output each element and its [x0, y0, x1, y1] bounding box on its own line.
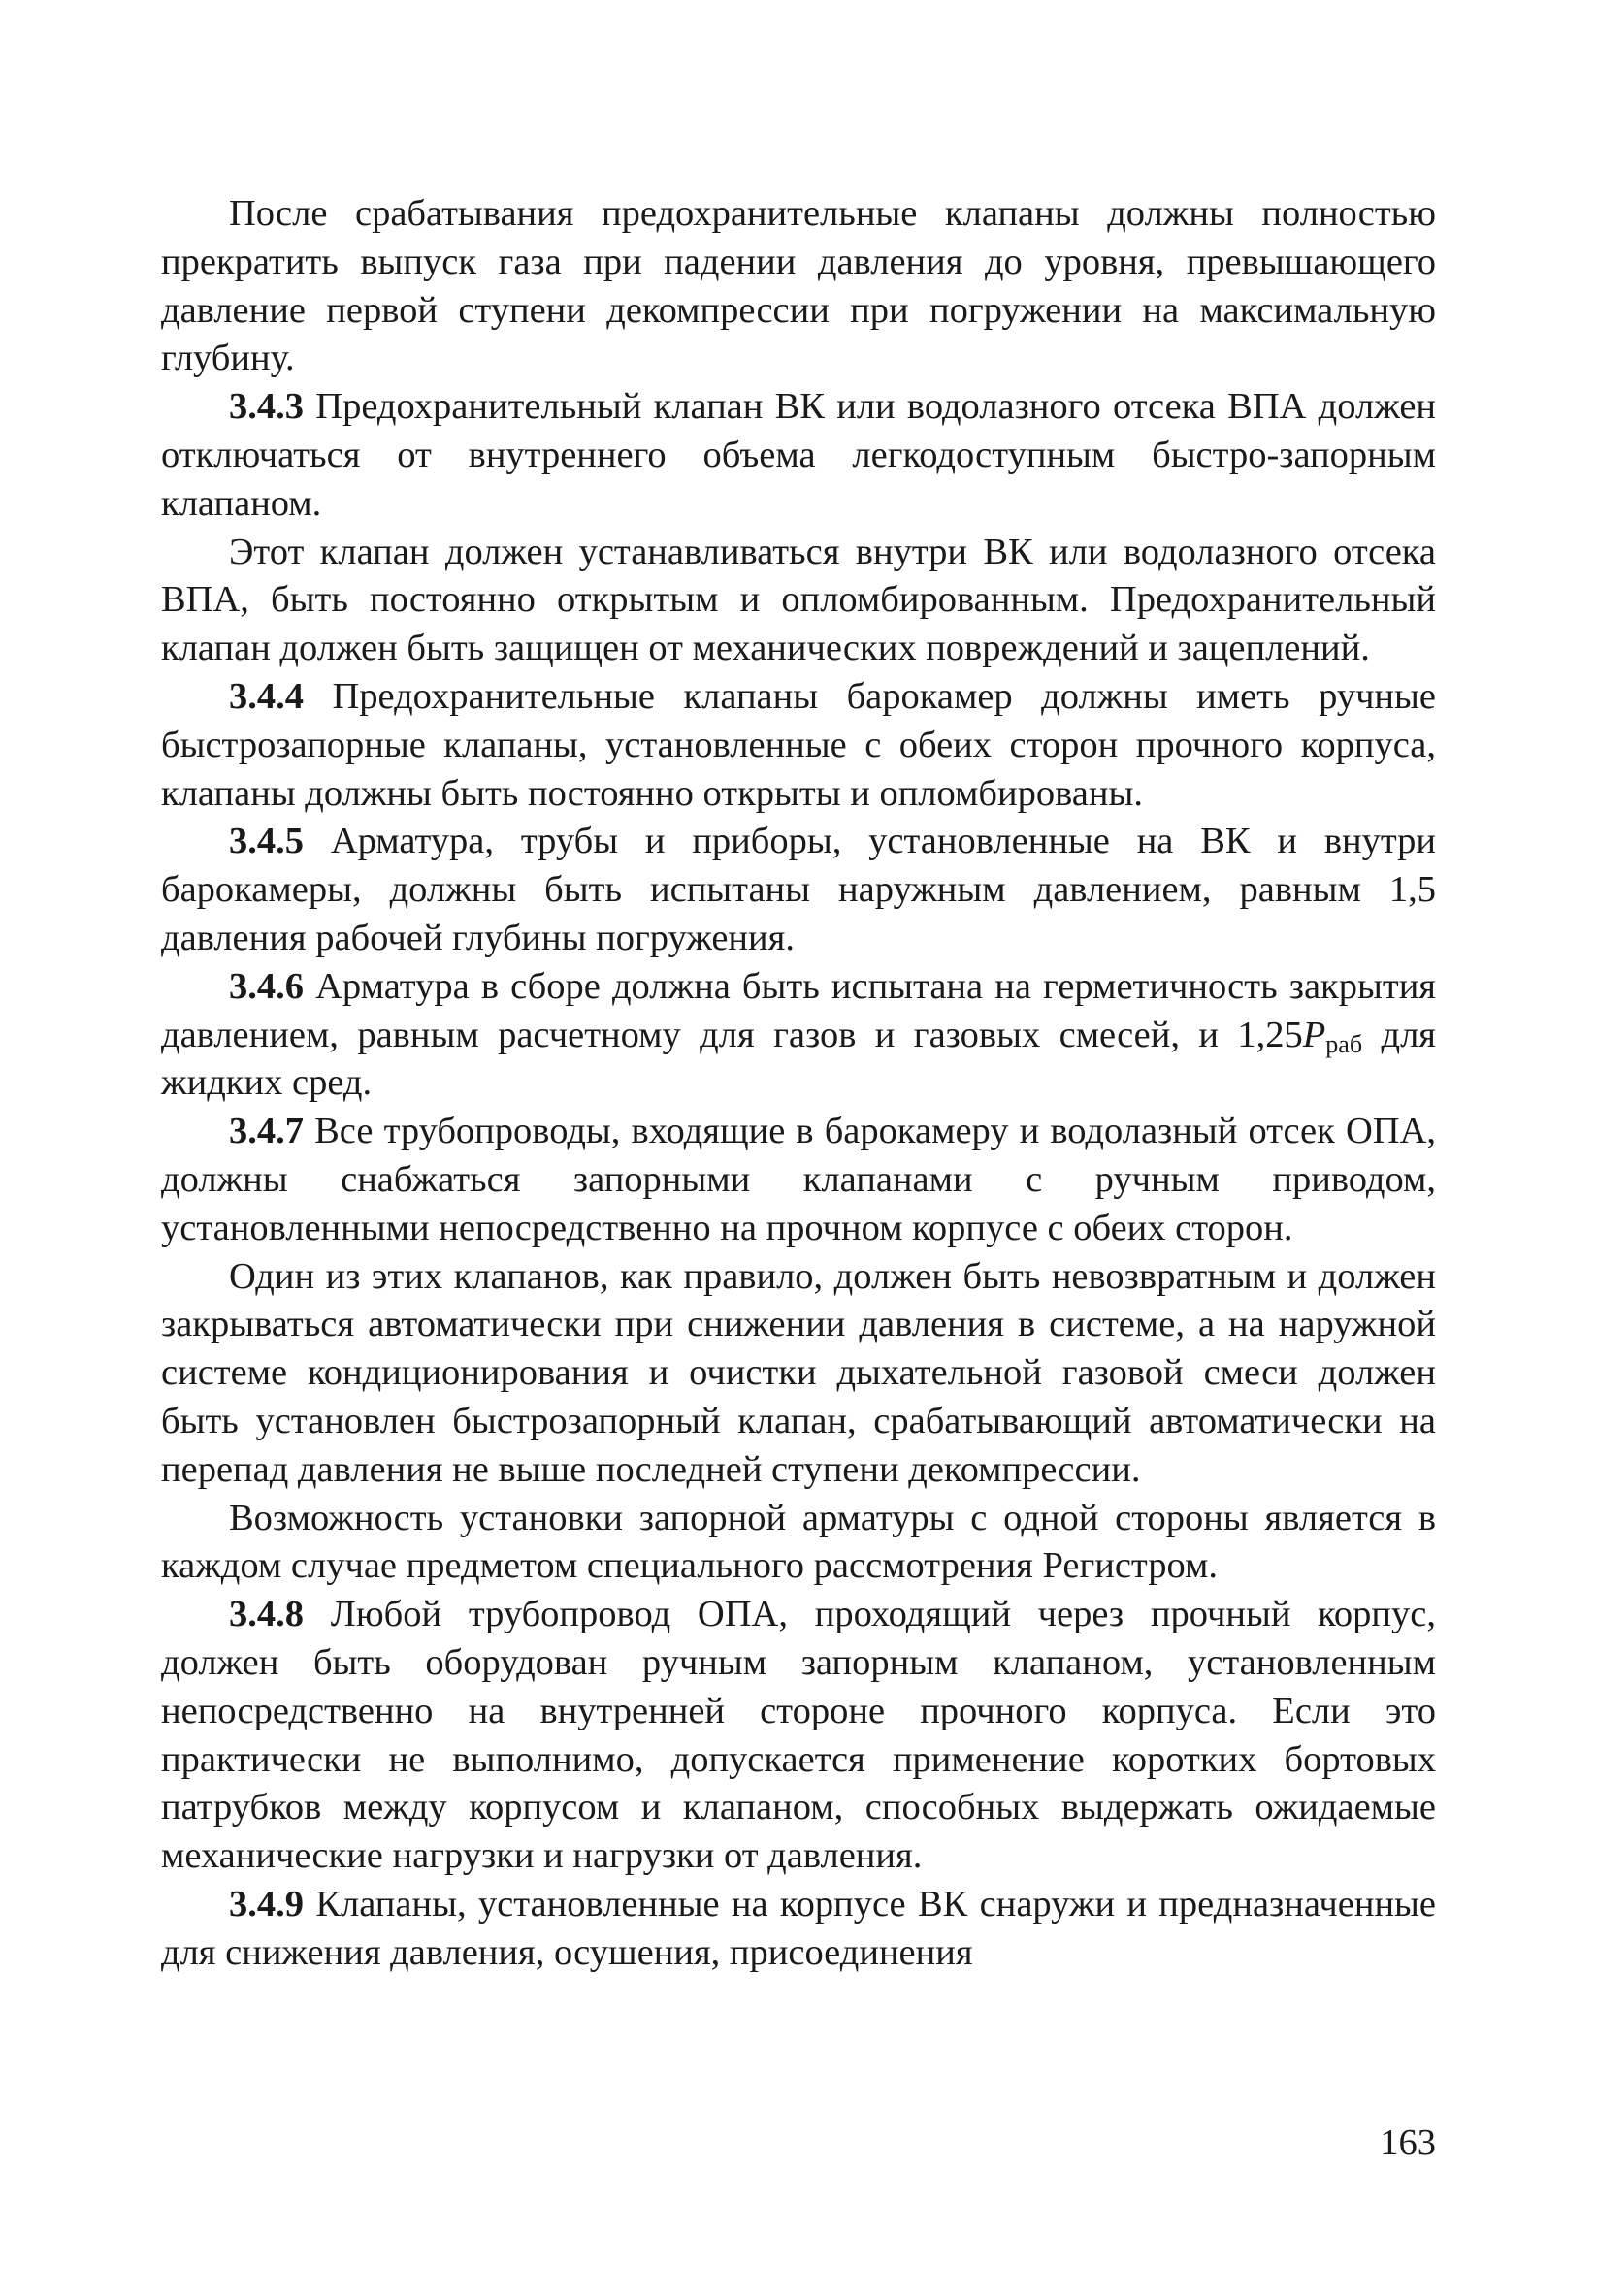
- paragraph-3: [161, 529, 1436, 673]
- paragraph-9: [161, 1495, 1436, 1592]
- section-number: 3.4.6: [229, 965, 304, 1007]
- paragraph-text: После срабатывания предохранительные клапаны должны полностью прекратить выпуск газа при падении давления до уровня, превышающего давление первой ступени декомпрессии при погружении на максимальную глубину.: [161, 193, 1436, 379]
- section-number: 3.4.5: [229, 821, 304, 862]
- paragraph-8: [161, 1253, 1436, 1495]
- paragraph-text: Этот клапан должен устанавливаться внутри ВК или водолазного отсека ВПА, быть постоянно открытым и опломбированным. Предохранительный клапан должен быть защищен от механических повреждений и зацеплений.: [161, 531, 1436, 669]
- paragraph-text: Клапаны, установленные на корпусе ВК снаружи и предназначенные для снижения давления, осушения, присоединения: [161, 1883, 1436, 1973]
- paragraph-3-4-7: [161, 1108, 1436, 1252]
- page-number: 163: [1380, 2122, 1436, 2163]
- section-number: 3.4.8: [229, 1594, 304, 1635]
- section-number: 3.4.3: [229, 386, 304, 428]
- section-number: 3.4.9: [229, 1883, 304, 1924]
- paragraph-text: Предохранительные клапаны барокамер должны иметь ручные быстрозапорные клапаны, установленные с обеих сторон прочного корпуса, клапаны должны быть постоянно открыты и опломбированы.: [161, 675, 1436, 814]
- formula-subscript: раб: [1325, 1029, 1363, 1058]
- paragraph-3-4-9: [161, 1881, 1436, 1978]
- section-number: 3.4.4: [229, 675, 304, 717]
- paragraph-3-4-6: [161, 963, 1436, 1108]
- page-body: [161, 190, 1436, 1977]
- formula-coefficient: 1,25: [1237, 1014, 1303, 1055]
- paragraph-text: Все трубопроводы, входящие в барокамеру и водолазный отсек ОПА, должны снабжаться запорными клапанами с ручным приводом, установленными непосредственно на прочном корпусе с обеих сторон.: [161, 1111, 1436, 1248]
- paragraph-3-4-5: [161, 818, 1436, 962]
- paragraph-text: Любой трубопровод ОПА, проходящий через прочный корпус, должен быть оборудован ручным запорным клапаном, установленным непосредственно на внутренней стороне прочного корпуса. Если это практически не выполнимо, допускается применение коротких бортовых патрубков между корпусом и клапаном, способных выдержать ожидаемые механические нагрузки и нагрузки от давления.: [161, 1594, 1437, 1877]
- paragraph-3-4-3: [161, 383, 1436, 528]
- paragraph-3-4-8: [161, 1591, 1436, 1881]
- formula-variable: P: [1302, 1014, 1326, 1055]
- section-number: 3.4.7: [229, 1111, 304, 1152]
- paragraph-text: Один из этих клапанов, как правило, должен быть невозвратным и должен закрываться автоматически при снижении давления в системе, а на наружной системе кондиционирования и очистки дыхательной газовой смеси должен быть установлен быстрозапорный клапан, срабатывающий автоматически на перепад давления не выше последней ступени декомпрессии.: [161, 1255, 1436, 1490]
- paragraph-text: Возможность установки запорной арматуры с одной стороны является в каждом случае предметом специального рассмотрения Регистром.: [161, 1497, 1436, 1587]
- formula-pressure: [1237, 1014, 1363, 1058]
- paragraph-text: Предохранительный клапан ВК или водолазного отсека ВПА должен отключаться от внутреннего объема легкодоступным быстро-запорным клапаном.: [161, 386, 1437, 524]
- paragraph-tail: для жидких сред.: [161, 1014, 1436, 1104]
- paragraph-text: Арматура, трубы и приборы, установленные на ВК и внутри барокамеры, должны быть испытаны наружным давлением, равным 1,5 давления рабочей глубины погружения.: [161, 821, 1436, 958]
- paragraph-1: [161, 190, 1436, 383]
- paragraph-3-4-4: [161, 673, 1436, 818]
- paragraph-text: Арматура в сборе должна быть испытана на герметичность закрытия давлением, равным расчетному для газов и газовых смесей, и: [161, 965, 1437, 1055]
